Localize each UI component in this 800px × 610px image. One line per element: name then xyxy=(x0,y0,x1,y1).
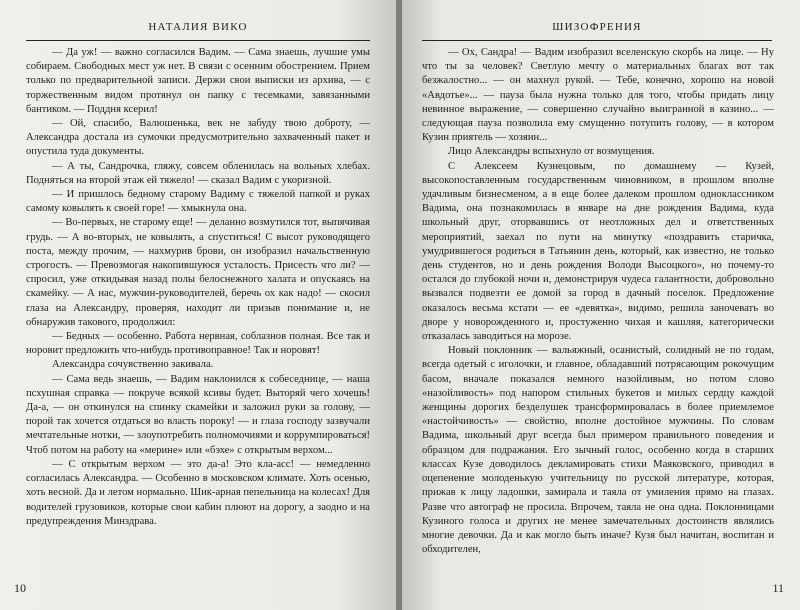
paragraph: Новый поклонник — вальяжный, осанистый, солидный не по годам, всегда одетый с иголочки, и главное, обладавший потрясающим рокочущим басом, вначале показался немного назойливым, но потом слово «назойливость» под напором стильных букетов и милых сердцу каждой женщины дорогих безделушек трансформировалась в более приемлемое «настойчивость» — свойство, вполне достойное мужчины. По словам Вадима, школьный друг всегда был примером правильного поведения и образцом для подражания. Его зычный голос, особенно когда в старших классах Кузе доводилось декламировать стихи Маяковского, приводил в оцепенение молоденькую учительницу по русской литературе, которая, прижав к лицу ладошки, замирала и таяла от умиления прямо на глазах. Разве что автограф не просила. Впрочем, таяла не она одна. Поклонницами Кузиного голоса и других не менее замечательных достоинств являлись многие девочки. Да и как могло быть иначе? Кузя был начитан, воспитан и обходителен, xyxy=(422,345,774,556)
left-page xyxy=(0,0,396,610)
right-page-text xyxy=(422,46,774,557)
paragraph: Лицо Александры вспыхнуло от возмущения. xyxy=(448,146,655,158)
running-head-left: НАТАЛИЯ ВИКО xyxy=(26,14,370,41)
paragraph: — С открытым верхом — это да-а! Это кла-асс! — немедленно согласилась Александра. — Особенно в московском климате. Хоть осенью, хоть весной. Да и летом нормально. Шик-арная пепельница на колесах! Для водителей грузовиков, которые свои кабин плюют на дорогу, а заодно и на предупреждения Минздрава. xyxy=(26,458,371,527)
paragraph: — Сама ведь знаешь, — Вадим наклонился к собеседнице, — наша псхушная справка — покруче всякой ксивы будет. Выторяй чего хочешь! Да-а, — он откинулся на спинку скамейки и заложил руки за голову, — порой так хочется отдаться во власть пороку! — и глаза господу зазвучали мечтательные нотки, — злоупотребить полномочиями и коррумпироваться! Чтоб потом на работу на «мерине» или «бэхе» с открытым верхом... xyxy=(26,373,370,456)
page-number-left: 10 xyxy=(14,581,26,595)
paragraph: — Бедных — особенно. Работа нервная, соблазнов полная. Все так и норовит предложить что-нибудь противоправное! Так и норовят! xyxy=(26,331,370,357)
paragraph: С Алексеем Кузнецовым, по домашнему — Кузей, высокопоставленным государственным чиновником, в прошлом вполне удачливым бизнесменом, а в еще более далеком прошлом одноклассником Вадима, она познакомилась в январе на дне рождения Вадима, куда школьный друг, оторвавшись от неотложных дел и ответственных мероприятий, заехал по пути на минутку «поздравить старичка, умудрившегося родиться в Татьянин день, который, как известно, не только день студентов, но и день рождения Володи Высоцкого», но почему-то остался до глубокой ночи и, демонстрируя чудеса галантности, добровольно вызвался подвезти ее домой за город в дачный поселок. Предложение оказалось весьма кстати — ее «девятка», видимо, решила заночевать во дворе у новорожденного и, простуженно чихая и кашляя, категорически отказалась заводиться на морозе. xyxy=(422,160,774,343)
right-page xyxy=(402,0,800,610)
running-head-right: ШИЗОФРЕНИЯ xyxy=(422,14,772,41)
paragraph: — Да уж! — важно согласился Вадим. — Сама знаешь, лучшие умы собираем. Свободных мест уж нет. В связи с осенним обострением. Прием только по предварительной записи. Держи свои выписки из архива, — с торжественным видом протянул он папку с тесемками, завязанными бантиком. — Поддня ксерил! xyxy=(26,47,370,115)
paragraph: — Ох, Сандра! — Вадим изобразил вселенскую скорбь на лице. — Ну что ты за человек? Светлую мечту о материальных благах вот так безжалостно... — он махнул рукой. — Тебе, конечно, хорошо на новой «Авдотье»... — пауза была нужна только для того, чтобы придать лицу невинное выражение, — совершенно случайно выигранной в казино... — следующая пауза позволила ему смущенно потупить голову, — в котором Кузин приятель — хозяин... xyxy=(422,47,774,144)
paragraph: — А ты, Сандрочка, гляжу, совсем обленилась на вольных хлебах. Подняться на второй этаж ей тяжело! — сказал Вадим с укоризной. xyxy=(26,160,370,186)
paragraph: Александра сочувственно закивала. xyxy=(52,359,214,371)
left-page-text xyxy=(26,46,370,529)
paragraph: — Ой, спасибо, Валюшенька, век не забуду твою доброту, — Александра достала из сумочки предусмотрительно захваченный пакет и опустила туда документы. xyxy=(26,118,370,158)
paragraph: — Во-первых, не старому еще! — деланно возмутился тот, выпячивая грудь. — А во-вторых, не ковылять, а спуститься! С высот руководящего поста, между прочим, — нахмурив брови, он изобразил начальственную строгость. — Превозмогая накопившуюся усталость. Присесть что ли? — спросил, уже откидывая назад полы белоснежного халата и опускаясь на скамейку. — А нас, мужчин-руководителей, беречь ох как надо! — скосил глаза на Александру, проверяя, находит ли призыв понимание и, не обнаружив такового, продолжил: xyxy=(26,217,370,328)
page-number-right: 11 xyxy=(772,581,784,595)
paragraph: — И пришлось бедному старому Вадиму с тяжелой папкой и руках самому ковылять к своей горе! — хмыкнула она. xyxy=(26,189,370,215)
